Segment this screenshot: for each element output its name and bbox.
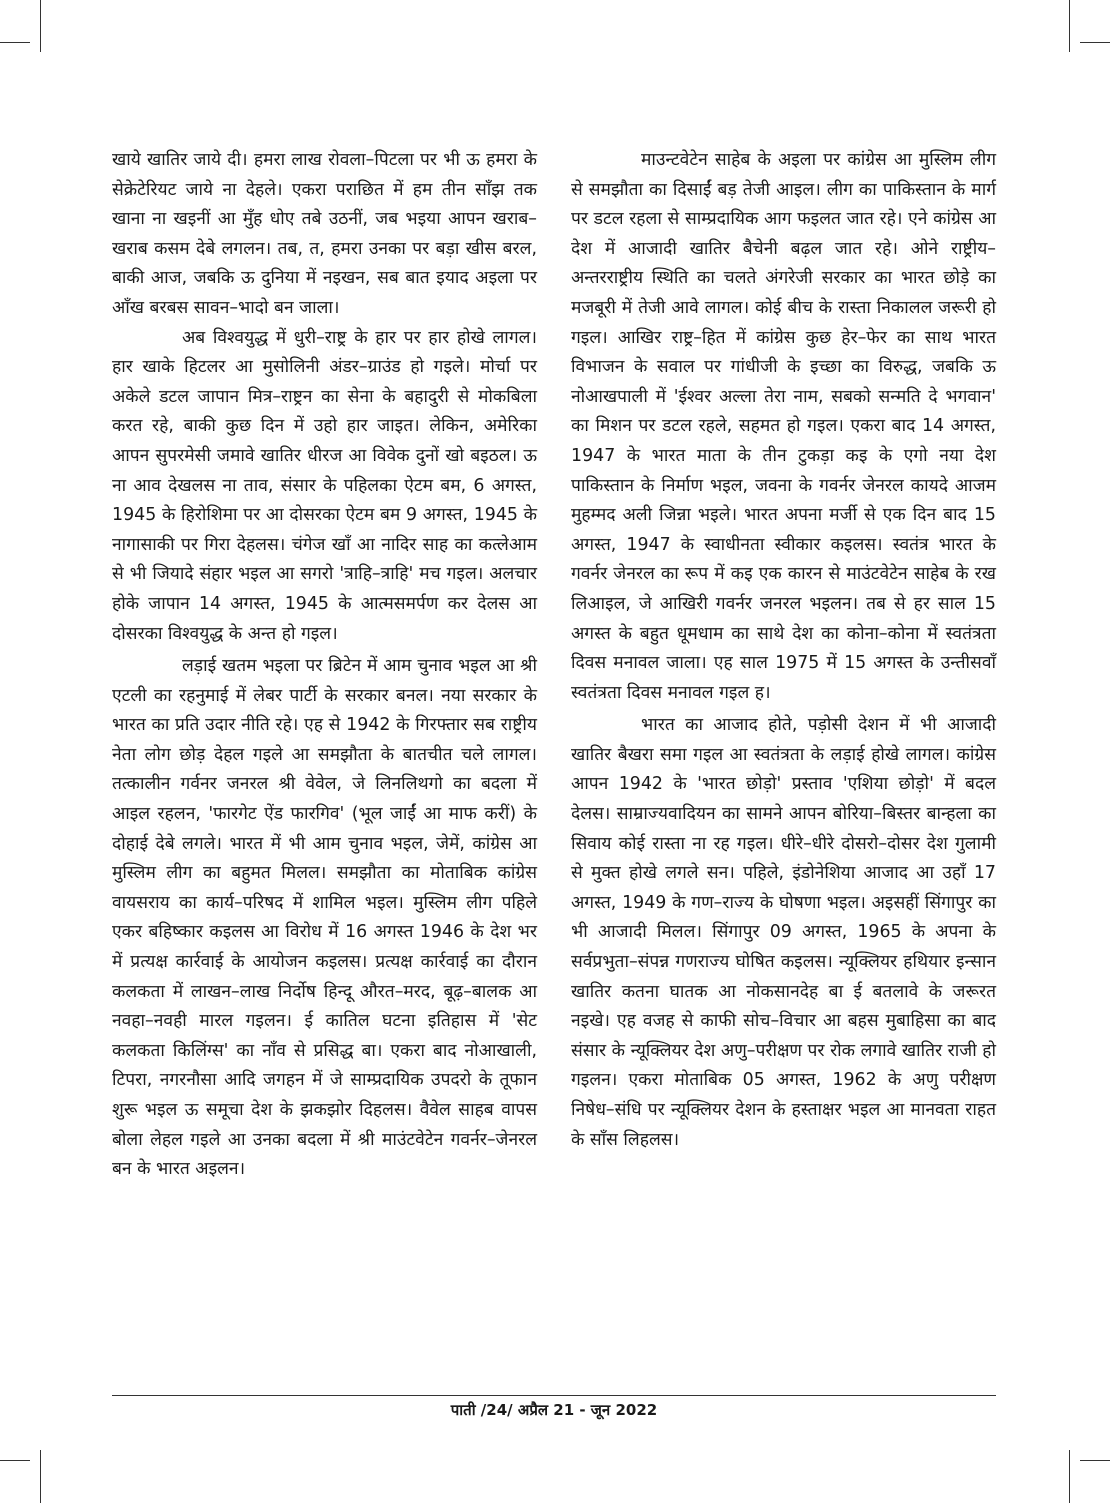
page-footer: पाती /24/ अप्रैल 21 - जून 2022 [450,1401,658,1419]
paragraph: माउन्टवेटेन साहेब के अइला पर कांग्रेस आ मुस्लिम लीग से समझौता का दिसाईं बड़ तेजी आइल। लीग का पाकिस्तान के मार्ग पर डटल रहला से साम्प्रदायिक आग फइलत जात रहे। एने कांग्रेस आ देश में आजादी खातिर बैचेनी बढ़ल जात रहे। ओने राष्ट्रीय–अन्तरराष्ट्रीय स्थिति का चलते अंगरेजी सरकार का भारत छोड़े का मजबूरी में तेजी आवे लागल। कोई बीच के रास्ता निकालल जरूरी हो गइल। आखिर राष्ट्र–हित में कांग्रेस कुछ हेर–फेर का साथ भारत विभाजन के सवाल पर गांधीजी के इच्छा का विरुद्ध, जबकि ऊ नोआखपाली में 'ईश्वर अल्ला तेरा नाम, सबको सन्मति दे भगवान' का मिशन पर डटल रहले, सहमत हो गइल। एकरा बाद 14 अगस्त, 1947 के भारत माता के तीन टुकड़ा कइ के एगो नया देश पाकिस्तान के निर्माण भइल, जवना के गवर्नर जेनरल कायदे आजम मुहम्मद अली जिन्ना भइले। भारत अपना मर्जी से एक दिन बाद 15 अगस्त, 1947 के स्वाधीनता स्वीकार कइलस। स्वतंत्र भारत के गवर्नर जेनरल का रूप में कइ एक कारन से माउंटवेटेन साहेब के रख लिआइल, जे आखिरी गवर्नर जनरल भइलन। तब से हर साल 15 अगस्त के बहुत धूमधाम का साथे देश का कोना–कोना में स्वतंत्रता दिवस मनावल जाला। एह साल 1975 में 15 अगस्त के उन्तीसवाँ स्वतंत्रता दिवस मनावल गइल ह। [571,150,996,703]
crop-mark [1080,1460,1110,1461]
paragraph: लड़ाई खतम भइला पर ब्रिटेन में आम चुनाव भइल आ श्री एटली का रहनुमाई में लेबर पार्टी के सरकार बनल। नया सरकार के भारत का प्रति उदार नीति रहे। एह से 1942 के गिरफ्तार सब राष्ट्रीय नेता लोग छोड़ देहल गइले आ समझौता के बातचीत चले लागल। तत्कालीन गर्वनर जनरल श्री वेवेल, जे लिनलिथगो का बदला में आइल रहलन, 'फारगेट ऐंड फारगिव' (भूल जाईं आ माफ करीं) के दोहाई देबे लगले। भारत में भी आम चुनाव भइल, जेमें, कांग्रेस आ मुस्लिम लीग का बहुमत मिलल। समझौता का मोताबिक कांग्रेस वायसराय का कार्य–परिषद में शामिल भइल। मुस्लिम लीग पहिले एकर बहिष्कार कइलस आ विरोध में 16 अगस्त 1946 के देश भर में प्रत्यक्ष कार्रवाई के आयोजन कइलस। प्रत्यक्ष कार्रवाई का दौरान कलकता में लाखन–लाख निर्दोष हिन्दू औरत–मरद, बूढ़–बालक आ नवहा–नवही मारल गइलन। ई कातिल घटना इतिहास में 'सेट कलकता किलिंग्स' का नाँव से प्रसिद्ध बा। एकरा बाद नोआखाली, टिपरा, नगरनौसा आदि जगहन में जे साम्प्रदायिक उपदरो के तूफान शुरू भइल ऊ समूचा देश के झकझोर दिहलस। वैवेल साहब वापस बोला लेहल गइले आ उनका बदला में श्री माउंटवेटेन गवर्नर–जेनरल बन के भारत अइलन। [112,656,537,1180]
paragraph: अब विश्वयुद्ध में धुरी–राष्ट्र के हार पर हार होखे लागल। हार खाके हिटलर आ मुसोलिनी अंडर–ग्राउंड हो गइले। मोर्चा पर अकेले डटल जापान मित्र–राष्ट्रन का सेना के बहादुरी से मोकबिला करत रहे, बाकी कुछ दिन में उहो हार जाइत। लेकिन, अमेरिका आपन सुपरमेसी जमावे खातिर धीरज आ विवेक दुनों खो बइठल। ऊ ना आव देखलस ना ताव, संसार के पहिलका ऐटम बम, 6 अगस्त, 1945 के हिरोशिमा पर आ दोसरका ऐटम बम 9 अगस्त, 1945 के नागासाकी पर गिरा देहलस। चंगेज खाँ आ नादिर साह का कत्लेआम से भी जियादे संहार भइल आ सगरो 'त्राहि–त्राहि' मच गइल। अलचार होके जापान 14 अगस्त, 1945 के आत्मसमर्पण कर देलस आ दोसरका विश्वयुद्ध के अन्त हो गइल। [112,327,537,644]
left-column [112,146,537,1185]
paragraph: भारत का आजाद होते, पड़ोसी देशन में भी आजादी खातिर बैखरा समा गइल आ स्वतंत्रता के लड़ाई होखे लागल। कांग्रेस आपन 1942 के 'भारत छोड़ो' प्रस्ताव 'एशिया छोड़ो' में बदल देलस। साम्राज्यवादियन का सामने आपन बोरिया–बिस्तर बान्हला का सिवाय कोई रास्ता ना रह गइल। धीरे–धीरे दोसरो–दोसर देश गुलामी से मुक्त होखे लगले सन। पहिले, इंडोनेशिया आजाद आ उहाँ 17 अगस्त, 1949 के गण–राज्य के घोषणा भइल। अइसहीं सिंगापुर का भी आजादी मिलल। सिंगापुर 09 अगस्त, 1965 के अपना के सर्वप्रभुता–संपन्न गणराज्य घोषित कइलस। न्यूक्लियर हथियार इन्सान खातिर कतना घातक आ नोकसानदेह बा ई बतलावे के जरूरत नइखे। एह वजह से काफी सोच–विचार आ बहस मुबाहिसा का बाद संसार के न्यूक्लियर देश अणु–परीक्षण पर रोक लगावे खातिर राजी हो गइलन। एकरा मोताबिक 05 अगस्त, 1962 के अणु परीक्षण निषेध–संधि पर न्यूक्लियर देशन के हस्ताक्षर भइल आ मानवता राहत के साँस लिहलस। [571,715,996,1150]
right-column [571,146,996,1155]
crop-mark [1069,1450,1070,1503]
crop-mark [1080,42,1110,43]
crop-mark [40,1450,41,1503]
crop-mark [0,1460,30,1461]
crop-mark [1069,0,1070,52]
paragraph: खाये खातिर जाये दी। हमरा लाख रोवला–पिटला पर भी ऊ हमरा के सेक्रेटेरियट जाये ना देहले। एकरा पराछित में हम तीन साँझ तक खाना ना खइनीं आ मुँह धोए तबे उठनीं, जब भइया आपन खराब–खराब कसम देबे लगलन। तब, त, हमरा उनका पर बड़ा खीस बरल, बाकी आज, जबकि ऊ दुनिया में नइखन, सब बात इयाद अइला पर ऑंख बरबस सावन–भादो बन जाला। [112,150,537,318]
crop-mark [40,0,41,52]
crop-mark [0,42,30,43]
footer-rule [112,1395,996,1396]
